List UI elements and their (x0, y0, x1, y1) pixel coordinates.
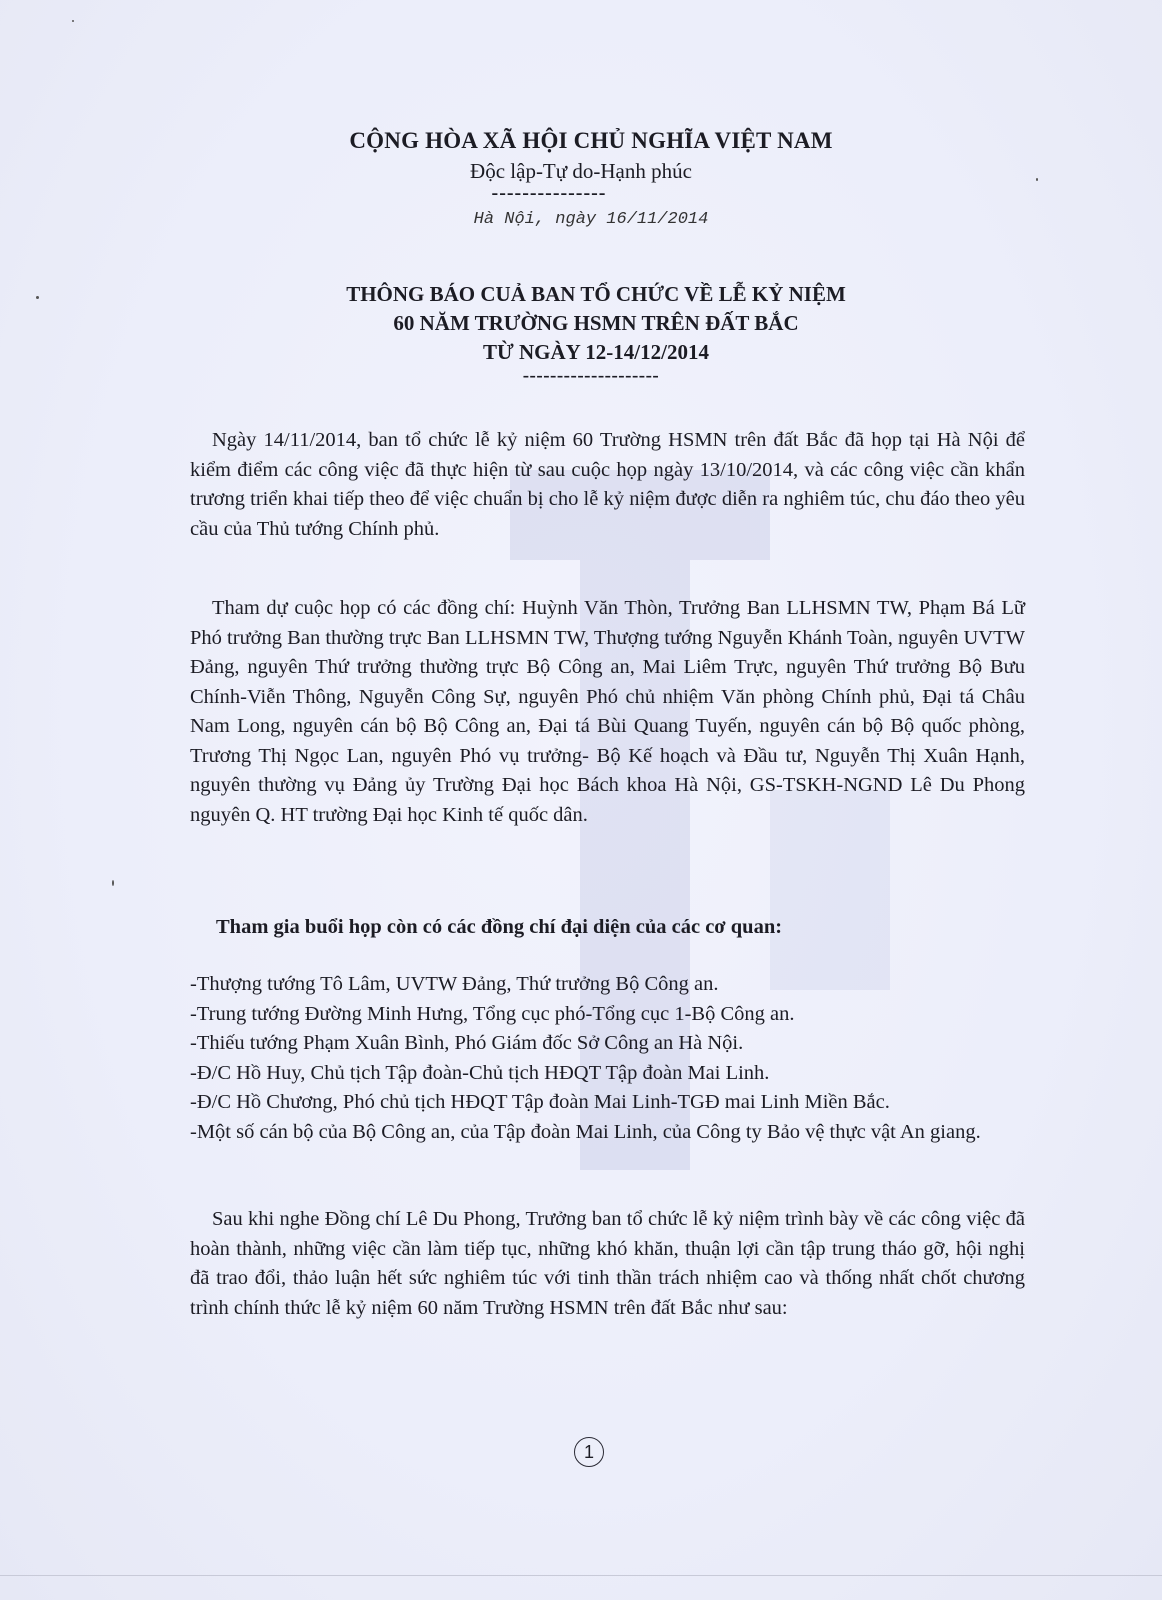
list-item: -Một số cán bộ của Bộ Công an, của Tập đoàn Mai Linh, của Công ty Bảo vệ thực vật An giang. (190, 1120, 981, 1143)
page-number: 1 (574, 1437, 604, 1467)
national-motto: Độc lập-Tự do-Hạnh phúc (470, 159, 692, 183)
document-title-line-3: TỪ NGÀY 12-14/12/2014 (483, 340, 709, 364)
list-item: -Trung tướng Đường Minh Hưng, Tổng cục phó-Tổng cục 1-Bộ Công an. (190, 1002, 795, 1025)
scan-edge (0, 1575, 1162, 1576)
document-date: Hà Nội, ngày 16/11/2014 (473, 210, 709, 229)
attendees-heading: Tham gia buổi họp còn có các đồng chí đại diện của các cơ quan: (216, 916, 783, 938)
document-title-line-2: 60 NĂM TRƯỜNG HSMN TRÊN ĐẤT BẮC (393, 311, 799, 335)
list-item: -Thiếu tướng Phạm Xuân Bình, Phó Giám đốc Sở Công an Hà Nội. (190, 1032, 744, 1054)
divider-top: --------------- (491, 182, 607, 204)
list-item: -Đ/C Hồ Chương, Phó chủ tịch HĐQT Tập đoàn Mai Linh-TGĐ mai Linh Miền Bắc. (190, 1091, 890, 1113)
paragraph-conclusion: Sau khi nghe Đồng chí Lê Du Phong, Trưởng ban tổ chức lễ kỷ niệm trình bày về các công việc đã hoàn thành, những việc cần làm tiếp tục, những khó khăn, thuận lợi cần tập trung tháo gỡ, hội nghị đã trao đổi, thảo luận hết sức nghiêm túc với tinh thần trách nhiệm cao và thống nhất chốt chương trình chính thức lễ kỷ niệm 60 năm Trường HSMN trên đất Bắc như sau: (190, 1208, 1025, 1319)
divider-bottom: -------------------- (522, 365, 660, 386)
list-item: -Đ/C Hồ Huy, Chủ tịch Tập đoàn-Chủ tịch HĐQT Tập đoàn Mai Linh. (190, 1061, 770, 1084)
attendees-list (190, 970, 1025, 1147)
scan-speck (36, 296, 39, 299)
list-item: -Thượng tướng Tô Lâm, UVTW Đảng, Thứ trưởng Bộ Công an. (190, 973, 719, 995)
nation-heading: CỘNG HÒA XÃ HỘI CHỦ NGHĨA VIỆT NAM (349, 128, 833, 153)
paragraph-meeting-summary: Ngày 14/11/2014, ban tổ chức lễ kỷ niệm 60 Trường HSMN trên đất Bắc đã họp tại Hà Nội để kiểm điểm các công việc đã thực hiện từ sau cuộc họp ngày 13/10/2014, và các công việc cần khẩn trương triển khai tiếp theo để việc chuẩn bị cho lễ kỷ niệm được diễn ra nghiêm túc, chu đáo theo yêu cầu của Thủ tướng Chính phủ. (190, 429, 1025, 540)
scan-speck (1036, 178, 1038, 181)
scan-speck (112, 880, 114, 886)
paragraph-participants: Tham dự cuộc họp có các đồng chí: Huỳnh Văn Thòn, Trưởng Ban LLHSMN TW, Phạm Bá Lữ Phó trưởng Ban thường trực Ban LLHSMN TW, Thượng tướng Nguyễn Khánh Toàn, nguyên UVTW Đảng, nguyên Thứ trưởng thường trực Bộ Công an, Mai Liêm Trực, nguyên Thứ trưởng Bộ Bưu Chính-Viễn Thông, Nguyễn Công Sự, nguyên Phó chủ nhiệm Văn phòng Chính phủ, Đại tá Châu Nam Long, nguyên cán bộ Bộ Công an, Đại tá Bùi Quang Tuyến, nguyên cán bộ Bộ quốc phòng, Trương Thị Ngọc Lan, nguyên Phó vụ trưởng- Bộ Kế hoạch và Đầu tư, Nguyễn Thị Xuân Hạnh, nguyên thường vụ Đảng ủy Trường Đại học Bách khoa Hà Nội, GS-TSKH-NGND Lê Du Phong nguyên Q. HT trường Đại học Kinh tế quốc dân. (190, 597, 1025, 826)
document-title-line-1: THÔNG BÁO CUẢ BAN TỔ CHỨC VỀ LỄ KỶ NIỆM (346, 282, 846, 306)
scan-speck (72, 20, 74, 22)
